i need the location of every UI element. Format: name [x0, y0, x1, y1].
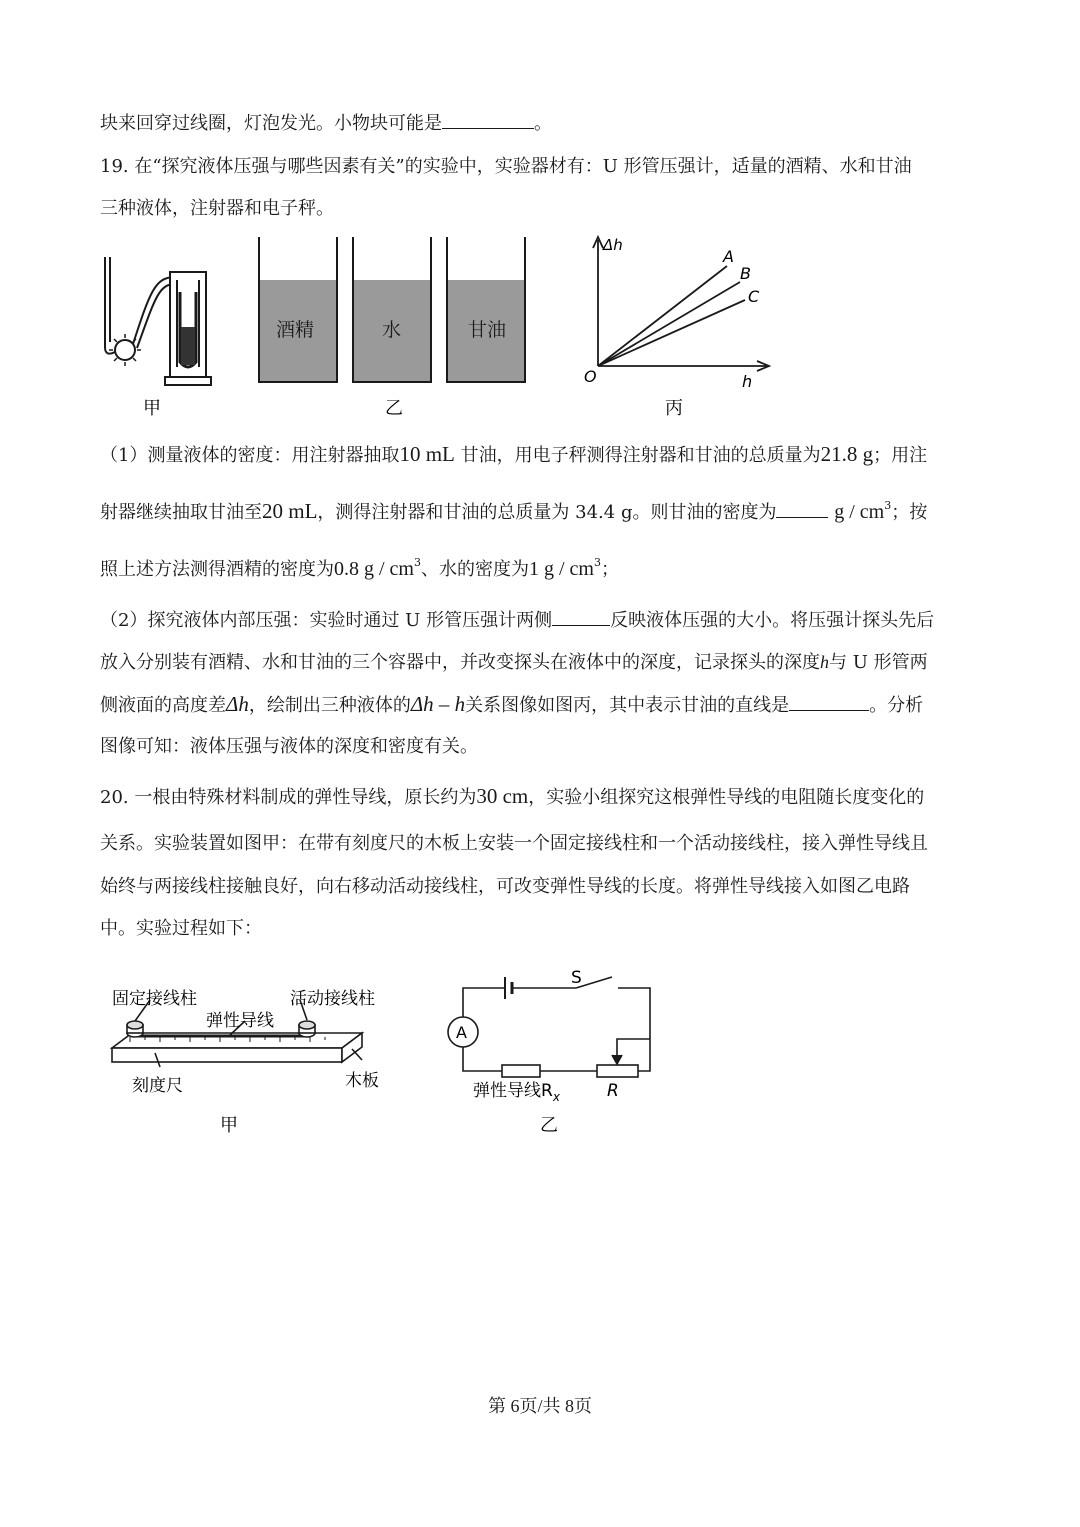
text: 。	[534, 113, 552, 134]
figure-20	[100, 965, 670, 1140]
text: 甘油，用电子秤测得注射器和甘油的总质量为	[454, 445, 821, 466]
math-value: 1 g / cm	[529, 558, 594, 580]
figure-19-svg	[95, 232, 795, 422]
text: ，绘制出三种液体的	[248, 695, 411, 716]
answer-blank-glycerin-line[interactable]	[789, 692, 869, 711]
label-fixed-post: 固定接线柱	[112, 989, 197, 1009]
liquid-label-water: 水	[382, 319, 402, 341]
text: 块来回穿过线圈，灯泡发光。小物块可能是	[100, 113, 442, 134]
q19-part2-line2	[100, 650, 928, 675]
answer-blank-density[interactable]	[776, 499, 828, 518]
text: 反映液体压强的大小。将压强计探头先后	[610, 610, 935, 631]
graph-x-label: h	[742, 372, 753, 391]
superscript: 3	[594, 556, 601, 569]
fig19-label-jia: 甲	[143, 398, 161, 419]
label-scale: 刻度尺	[132, 1076, 183, 1096]
figure-20-svg	[100, 965, 670, 1140]
label-rx	[473, 1081, 561, 1104]
text: 侧液面的高度差	[100, 695, 226, 716]
text: （2）探究液体内部压强：实验时通过 U 形管压强计两侧	[100, 610, 553, 631]
text: 射器继续抽取甘油至	[100, 502, 262, 523]
graph-y-label: Δh	[603, 236, 623, 254]
answer-blank[interactable]	[442, 110, 534, 129]
label-r: R	[607, 1081, 619, 1101]
slider-arrow	[612, 1055, 622, 1064]
math-value: 21.8 g	[820, 442, 874, 466]
unit: g / cm	[834, 501, 885, 523]
circuit-diagram	[448, 977, 650, 1077]
label-switch: S	[571, 968, 582, 988]
liquid-label-alcohol: 酒精	[276, 319, 315, 341]
label-ammeter: A	[456, 1023, 467, 1042]
q19-part2-line1	[100, 607, 934, 633]
text: 放入分别装有酒精、水和甘油的三个容器中，并改变探头在液体中的深度，记录探头的深度	[100, 652, 820, 673]
graph-label-a: A	[723, 247, 734, 266]
text: 关系图像如图丙，其中表示甘油的直线是	[465, 695, 790, 716]
text: ，实验小组探究这根弹性导线的电阻随长度变化的	[528, 787, 925, 808]
math-value: 10 mL	[399, 442, 455, 466]
rx-subscript: x	[552, 1090, 560, 1104]
fig19-label-yi: 乙	[385, 398, 403, 419]
q20-stem-line3: 始终与两接线柱接触良好，向右移动活动接线柱，可改变弹性导线的长度。将弹性导线接入如图乙电路	[100, 876, 910, 897]
liquid-label-glycerin: 甘油	[468, 319, 507, 341]
q19-stem-line1: 19. 在“探究液体压强与哪些因素有关”的实验中，实验器材有：U 形管压强计，适量的酒精、水和甘油	[100, 156, 912, 177]
graph-label-b: B	[740, 264, 751, 283]
label-moving-post: 活动接线柱	[290, 989, 375, 1009]
math-var: Δh – h	[410, 692, 466, 716]
text: ；按	[891, 502, 928, 523]
q19-stem-line2: 三种液体，注射器和电子秤。	[100, 198, 334, 219]
q20-stem-line1	[100, 784, 924, 810]
liquid-containers	[259, 237, 525, 382]
q19-part1-line1	[100, 442, 927, 468]
fig20-label-jia: 甲	[220, 1115, 238, 1136]
rheostat-r	[597, 1065, 638, 1077]
rx-text: 弹性导线R	[473, 1081, 553, 1101]
figure-19	[95, 232, 795, 422]
math-value: 20 mL	[262, 499, 318, 523]
q19-part2-line3	[100, 692, 923, 718]
fig19-label-bing: 丙	[665, 398, 683, 419]
math-value: 0.8 g / cm	[334, 558, 414, 580]
text: ；	[601, 559, 619, 580]
graph-line-b	[598, 282, 740, 366]
fig20-label-yi: 乙	[540, 1115, 558, 1136]
text: ，测得注射器和甘油的总质量为 34.4 g。则甘油的密度为	[317, 502, 777, 523]
superscript: 3	[414, 556, 421, 569]
text: ；用注	[873, 445, 928, 466]
text: 照上述方法测得酒精的密度为	[100, 559, 334, 580]
math-var: Δh	[226, 692, 249, 716]
q19-part1-line2	[100, 499, 927, 525]
q19-part2-line4: 图像可知：液体压强与液体的深度和密度有关。	[100, 736, 478, 757]
text: 。分析	[869, 695, 924, 716]
slider-wire	[617, 1039, 650, 1060]
text-line-continuation	[100, 110, 552, 136]
dh-h-graph	[593, 237, 769, 371]
text: 、水的密度为	[421, 559, 529, 580]
math-value: 30 cm	[476, 784, 529, 808]
q19-part1-line3	[100, 557, 619, 582]
q20-stem-line4: 中。实验过程如下：	[100, 918, 262, 939]
label-elastic-wire: 弹性导线	[206, 1011, 274, 1031]
graph-origin: O	[584, 367, 597, 386]
text: （1）测量液体的密度：用注射器抽取	[100, 445, 400, 466]
graph-label-c: C	[748, 287, 760, 306]
math-var: h	[820, 652, 829, 672]
manometer-diagram	[105, 257, 211, 385]
q20-stem-line2: 关系。实验装置如图甲：在带有刻度尺的木板上安装一个固定接线柱和一个活动接线柱，接入弹性导线且	[100, 833, 928, 854]
resistor-rx	[502, 1065, 540, 1077]
label-board: 木板	[345, 1071, 379, 1091]
text: 20. 一根由特殊材料制成的弹性导线，原长约为	[100, 787, 477, 808]
answer-blank-height-diff[interactable]	[552, 607, 610, 626]
superscript: 3	[884, 499, 892, 512]
text: 与 U 形管两	[829, 652, 928, 673]
page-footer: 第 6页/共 8页	[487, 1396, 592, 1416]
